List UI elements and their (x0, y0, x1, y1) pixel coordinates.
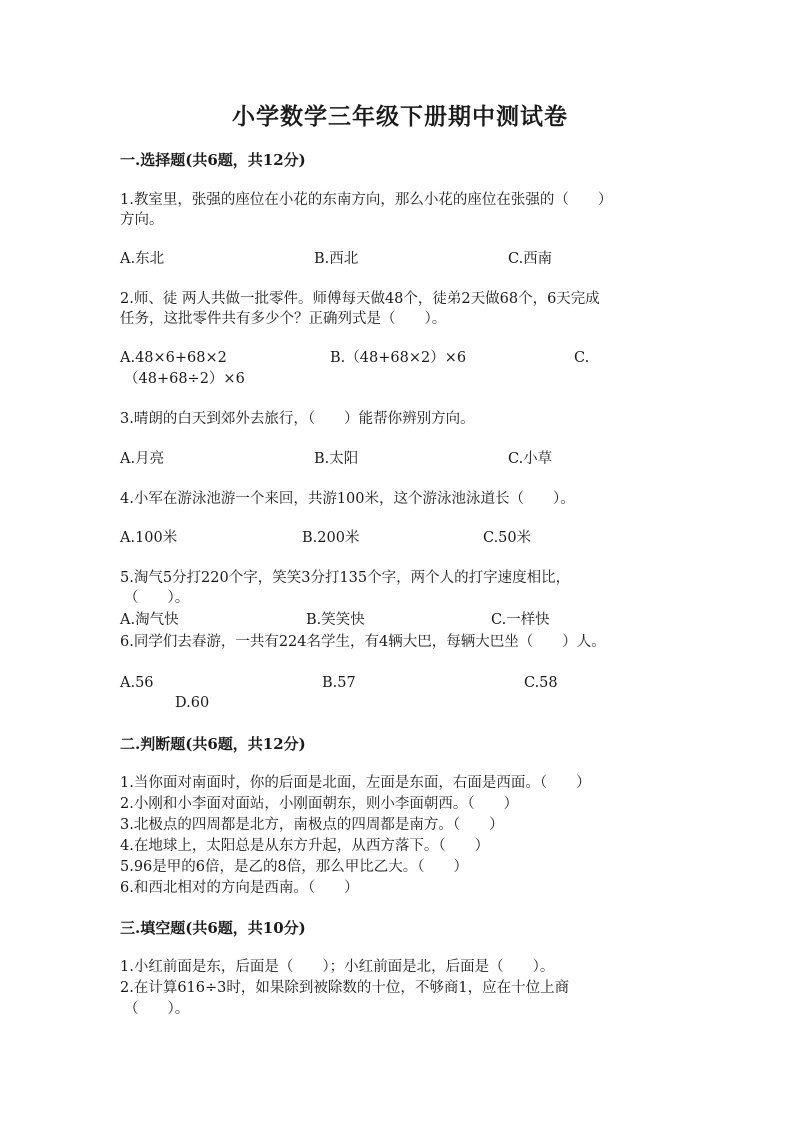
question-text: 1.教室里，张强的座位在小花的东南方向，那么小花的座位在张强的（ ） (120, 192, 613, 208)
judgment-item: 3.北极点的四周都是北方，南极点的四周都是南方。（ ） (120, 817, 504, 833)
question-text: 任务，这批零件共有多少个？正确列式是（ ）。 (120, 311, 447, 327)
option-c: C.一样快 (491, 612, 550, 628)
question-text: 4.小军在游泳池游一个来回，共游100米，这个游泳池泳道长（ ）。 (120, 491, 575, 507)
judgment-item: 2.小刚和小李面对面站，小刚面朝东，则小李面朝西。（ ） (120, 796, 519, 812)
section-heading-choice: 一.选择题(共6题，共12分) (120, 151, 306, 169)
fill-blank-item: 2.在计算616÷3时，如果除到被除数的十位，不够商1，应在十位上商 (120, 980, 570, 996)
option-b: B.太阳 (314, 451, 359, 467)
page-title: 小学数学三年级下册期中测试卷 (232, 103, 568, 130)
question-text: 3.晴朗的白天到郊外去旅行，（ ）能帮你辨别方向。 (120, 411, 475, 427)
option-c: C.50米 (483, 530, 532, 546)
option-c: C.西南 (508, 251, 553, 267)
option-a: A.淘气快 (120, 612, 179, 628)
option-c: C.58 (524, 675, 558, 691)
option-c: C.小草 (508, 451, 553, 467)
judgment-item: 6.和西北相对的方向是西南。（ ） (120, 880, 359, 896)
option-b: B.57 (322, 675, 356, 691)
option-c-text: （48+68÷2）×6 (124, 371, 245, 387)
question-text: 2.师、徒 两人共做一批零件。师傅每天做48个，徒弟2天做68个，6天完成 (120, 291, 600, 307)
judgment-item: 1.当你面对南面时，你的后面是北面，左面是东面，右面是西面。（ ） (120, 775, 591, 791)
option-c: C. (574, 350, 590, 366)
option-b: B.笑笑快 (306, 612, 365, 628)
option-a: A.东北 (120, 251, 165, 267)
judgment-item: 4.在地球上，太阳总是从东方升起，从西方落下。（ ） (120, 838, 490, 854)
section-heading-judgment: 二.判断题(共6题，共12分) (120, 735, 306, 753)
option-b: B.200米 (302, 530, 360, 546)
fill-blank-item: 1.小红前面是东，后面是（ ）；小红前面是北，后面是（ ）。 (120, 959, 555, 975)
question-text: 方向。 (120, 212, 164, 228)
option-b: B.西北 (314, 251, 359, 267)
question-text: 5.淘气5分打220个字，笑笑3分打135个字，两个人的打字速度相比， (120, 570, 571, 586)
fill-blank-item: （ ）。 (124, 1001, 190, 1017)
option-a: A.48×6+68×2 (120, 350, 227, 366)
option-a: A.月亮 (120, 451, 165, 467)
section-heading-fill-blank: 三.填空题(共6题，共10分) (120, 919, 306, 937)
judgment-item: 5.96是甲的6倍，是乙的8倍，那么甲比乙大。（ ） (120, 859, 468, 875)
option-d: D.60 (175, 695, 210, 711)
question-text: （ ）。 (124, 590, 190, 606)
question-text: 6.同学们去春游，一共有224名学生，有4辆大巴，每辆大巴坐（ ）人。 (120, 634, 606, 650)
option-b: B.（48+68×2）×6 (330, 350, 467, 366)
option-a: A.56 (120, 675, 154, 691)
option-a: A.100米 (120, 530, 178, 546)
